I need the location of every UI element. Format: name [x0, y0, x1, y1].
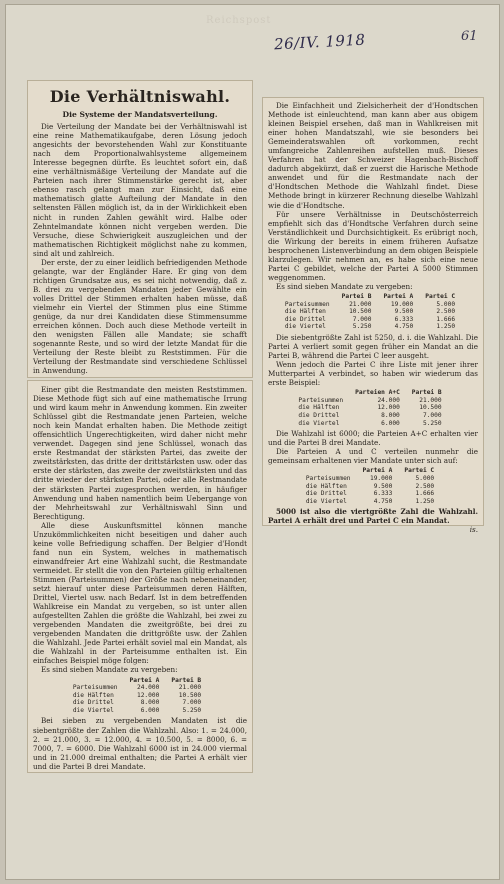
table-cell: 5.250 [352, 323, 372, 331]
table-cell: 4.750 [394, 323, 414, 331]
paragraph: Wenn jedoch die Partei C ihre Liste mit jener ihrer Mutterpartei A verbindet, so haben wir wiederum das erste Beispiel: [268, 360, 478, 388]
paragraph: Die Wahlzahl ist 6000; die Parteien A+C erhalten vier und die Partei B drei Mandate. [268, 429, 478, 448]
table-cell: 2.500 [415, 482, 435, 490]
table-cell: 6.333 [394, 315, 414, 323]
table-cell: die Hälften [72, 691, 114, 699]
table-cell: Parteisummen [305, 474, 351, 482]
paragraph: Bei sieben zu vergebenden Mandaten ist die siebentgrößte der Zahlen die Wahlzahl. Also: 1. = 24.000, 2. = 21.000, 3. = 12.000, 4. = 10.500, 5. = 8000, 6. = 7000, 7. = 6000. Die Wahlzahl 6000 ist in 24.000 viermal und in 21.000 dreimal enthalten; die Partei A erhält vier und die Partei B drei Mandate. [33, 716, 247, 771]
table-cell: 1.666 [415, 490, 435, 498]
table-cell: 8.000 [381, 412, 400, 420]
table-cell: 8.000 [140, 699, 160, 707]
article-subtitle: Die Systeme der Mandatsverteilung. [62, 110, 218, 119]
table-row [306, 490, 440, 498]
table-cell: 1.666 [436, 315, 456, 323]
table-cell: 7.000 [422, 412, 442, 420]
table-cell: 1.250 [415, 497, 435, 505]
table-cell: die Drittel [72, 699, 114, 707]
table-cell: die Viertel [72, 706, 114, 714]
table-cell: 5.000 [436, 300, 456, 308]
paragraph: Die Einfachheit und Zielsicherheit der d'Hondtschen Methode ist einleuchtend, man kann aber aus obigem kleinen Beispiel ersehen, daß man in Wahlkreisen mit einer hohen Mandatszahl, wie sie besonders bei Gemeinderatswahlen oft vorkommen, recht umfangreiche Zahlenreihen aufstellen muß. Dieses Verfahren hat der Schweizer Hagenbach-Bischoff dadurch abgekürzt, daß er zuerst die Harische Methode anwendet und für die Restmandate nach der d'Hondtschen Methode die Wahlzahl findet. Diese Methode bringt in kürzerer Rechnung dieselbe Wahlzahl wie die d'Hondtsche. [268, 101, 478, 210]
table-row [285, 308, 461, 316]
table-header: Partei B [411, 389, 442, 397]
table-row [285, 301, 461, 309]
table-cell: Parteisummen [284, 300, 330, 308]
table-row [73, 707, 207, 715]
table-header: Partei A [383, 292, 414, 300]
paragraph: Einer gibt die Restmandate den meisten Reststimmen. Diese Methode fügt sich auf eine mathematische Irrung und wird kaum mehr in Anwendung kommen. Ein zweiter Schlüssel gibt die Restmandate jenen Parteien, welche noch kein Mandat erhalten haben. Die Methode zeitigt offensichtlich Ungerechtigkeiten, wird daher nicht mehr verwendet. Dagegen sind jene Schlüssel, wonach das erste Restmandat der stärksten Partei, das zweite der zweitstärksten, das dritte der drittstärksten usw. oder das erste der stärksten, das zweite der zweitstärksten und das dritte wieder der stärksten Partei, oder alle Restmandate der stärksten Partei zugesprochen werden, in häufiger Anwendung und haben namentlich beim Uebergange von der Mehrheitswahl zur Verhältniswahl Sinn und Berechtigung. [33, 385, 247, 521]
paragraph: Der erste, der zu einer leidlich befriedigenden Methode gelangte, war der Engländer Hare. Er ging von dem richtigen Grundsatze aus, es sei nicht notwendig, daß z. B. drei zu vergebenden Mandaten jeder Gewählte ein volles Drittel der Stimmen erhalten haben müsse, daß vielmehr ein Viertel der Stimmen plus eine Stimme genüge, da nur drei Kandidaten diese Stimmensumme erreichen können. Doch auch diese Methode verteilt in den wenigsten Fällen alle Mandate; sie schafft sogenannte Reste, und so wird der letzte Mandat für die Verteilung der Reste bleibt zu Reststimmen. Für die Verteilung der Restmandate sind verschiedene Schlüssel in Anwendung. [33, 257, 247, 376]
table-cell: 9.500 [394, 308, 414, 316]
paragraph-conclusion: 5000 ist also die viertgrößte Zahl die Wahlzahl. Partei A erhält drei und Partei C ein Mandat. [268, 507, 478, 526]
paragraph: Die siebentgrößte Zahl ist 5250, d. i. die Wahlzahl. Die Partei A verliert somit gegen früher ein Mandat an die Partei B, während die Partei C leer ausgeht. [268, 332, 478, 361]
table-row [306, 475, 440, 483]
clipping-left-bottom [27, 380, 253, 773]
table-cell: 21.000 [178, 684, 202, 692]
table-three-parties [285, 293, 461, 331]
table-row [298, 404, 447, 412]
table-header: Partei B [341, 292, 372, 300]
table-header-row [73, 677, 207, 685]
table-cell: 21.000 [419, 396, 442, 404]
table-header [306, 467, 357, 475]
table-cell: die Drittel [305, 490, 347, 498]
paragraph: Für unsere Verhältnisse in Deutschösterreich empfiehlt sich das d'Hondtsche Verfahren durch seine Verständlichkeit und Durchsichtigkeit. Es erübrigt noch, die Wirkung der bereits in einem früheren Aufsatze besprochenen Listenverbindung an dem obigen Beispiele klarzulegen. Wir nehmen an, es habe sich eine neue Partei C gebildet, welche der Partei A 5000 Stimmen weggenommen. [268, 209, 478, 282]
faint-stamp: Reichspost [206, 15, 272, 26]
table-row [298, 412, 447, 420]
paragraph: Die Parteien A und C verteilen nunmehr die gemeinsam erhaltenen vier Mandate unter sich auf: [268, 447, 478, 466]
table-list-combination [298, 389, 447, 427]
table-cell: die Viertel [284, 323, 326, 331]
table-cell: 2.500 [436, 308, 456, 316]
article-title: Die Verhältniswahl. [49, 87, 231, 106]
table-header [73, 677, 124, 685]
table-cell: 7.000 [182, 699, 202, 707]
table-cell: die Hälften [298, 404, 340, 412]
table-cell: die Viertel [298, 419, 340, 427]
table-cell: 10.500 [419, 404, 442, 412]
table-a-c-split [306, 467, 440, 505]
table-row [285, 323, 461, 331]
table-header: Partei C [425, 292, 456, 300]
table-cell: 24.000 [136, 684, 160, 692]
table-cell: 9.500 [373, 482, 393, 490]
table-row [298, 420, 447, 428]
table-header: Partei C [404, 467, 435, 475]
table-cell: die Drittel [298, 412, 340, 420]
table-header: Parteien A+C [355, 389, 400, 397]
table-cell: 6.333 [373, 490, 393, 498]
table-cell: die Viertel [305, 497, 347, 505]
table-caption: Es sind sieben Mandate zu vergeben: [41, 665, 178, 675]
table-cell: 1.250 [436, 323, 456, 331]
table-cell: Parteisummen [298, 396, 344, 404]
table-row [298, 397, 447, 405]
table-cell: 10.500 [349, 308, 372, 316]
table-header: Partei B [171, 676, 202, 684]
paragraph: Alle diese Auskunftsmittel können manche Unzukömmlichkeiten nicht beseitigen und daher auch keine volle Befriedigung schaffen. Der Belgier d'Hondt fand nun ein System, welches in mathematisch einwandfreier Art eine Wahlzahl sucht, die Restmandate vermeidet. Er stellt die von den Parteien gültig erhaltenen Stimmen (Parteisummen) der Größe nach nebeneinander, setzt hierauf unter diese Parteisummen deren Hälften, Drittel, Viertel usw. nach Bedarf. Ist in dem betreffenden Wahlkreise ein Mandat zu vergeben, so ist unter allen aufgestellten Zahlen die größte die Wahlzahl, bei zwei zu vergebenden Mandaten die zweitgrößte, bei drei zu vergebenden Mandaten die drittgrößte usw. der Zahlen die Wahlzahl. Jede Partei erhält soviel mal ein Mandat, als die Wahlzahl in der Parteisumme enthalten ist. Ein einfaches Beispiel möge folgen: [33, 520, 247, 666]
clipping-right [262, 97, 484, 535]
table-cell: 21.000 [349, 300, 372, 308]
table-cell: 4.750 [373, 497, 393, 505]
table-header-row [285, 293, 461, 301]
paragraph: Die Verteilung der Mandate bei der Verhältniswahl ist eine reine Mathematikaufgabe, deren Lösung jedoch angesichts der bevorstehenden Wahl zur Konstituante nach dem Proportionalwahlsysteme allgemeinem Interesse begegnen dürfte. Es leuchtet sofort ein, daß eine verhältnismäßige Verteilung der Mandate auf die Parteien nach ihrer Stimmenstärke gerecht ist, aber ebenso rasch gelangt man zur Einsicht, daß eine mathematisch glatte Aufteilung der Mandate in den seltensten Fällen möglich ist, da in der Wirklichkeit eben nicht in runden Zahlen gewählt wird. Halbe oder Zehntelmandate können nicht vergeben werden. Die Versuche, diese Schwierigkeit auszugleichen und der mathematischen Richtigkeit möglichst nahe zu kommen, sind alt und zahlreich. [33, 122, 247, 258]
table-cell: 6.000 [381, 419, 400, 427]
table-header [285, 293, 336, 301]
table-header: Partei A [362, 467, 393, 475]
table-cell: 12.000 [377, 404, 400, 412]
table-cell: die Hälften [284, 308, 326, 316]
table-cell: 6.000 [140, 706, 160, 714]
page-number: 61 [461, 29, 478, 44]
table-row [285, 316, 461, 324]
table-header-row [298, 389, 447, 397]
table-cell: die Hälften [305, 482, 347, 490]
table-cell: 10.500 [178, 691, 202, 699]
table-cell: 19.000 [369, 474, 393, 482]
table-caption: Es sind sieben Mandate zu vergeben: [276, 281, 413, 291]
table-cell: 5.000 [415, 474, 435, 482]
table-header: Partei A [129, 676, 160, 684]
table-cell: Parteisummen [72, 684, 118, 692]
table-cell: 19.000 [390, 300, 414, 308]
table-header [298, 389, 349, 397]
table-cell: 24.000 [377, 396, 400, 404]
author-signature: is. [469, 525, 478, 535]
table-header-row [306, 467, 440, 475]
table-row [73, 692, 207, 700]
clipping-left-top [27, 80, 253, 378]
table-cell: 5.250 [422, 419, 442, 427]
table-row [306, 498, 440, 506]
table-cell: die Drittel [284, 315, 326, 323]
table-cell: 7.000 [352, 315, 372, 323]
table-cell: 12.000 [136, 691, 160, 699]
table-row [73, 699, 207, 707]
table-seven-mandates [73, 677, 207, 715]
handwritten-date: 26/IV. 1918 [273, 30, 366, 54]
table-row [73, 684, 207, 692]
table-row [306, 483, 440, 491]
table-cell: 5.250 [182, 706, 202, 714]
